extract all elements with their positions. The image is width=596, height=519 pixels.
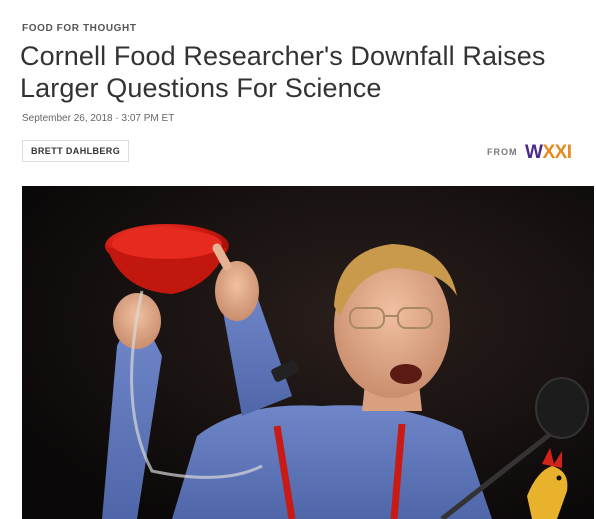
photo-image: [22, 186, 594, 519]
section-slug[interactable]: FOOD FOR THOUGHT: [22, 23, 137, 34]
author-byline-button[interactable]: BRETT DAHLBERG: [22, 140, 129, 162]
article-headline: Cornell Food Researcher's Downfall Raises Larger Questions For Science: [20, 41, 546, 103]
from-label: FROM: [487, 147, 518, 157]
station-logo[interactable]: [525, 143, 572, 163]
article-dateline: September 26, 2018 · 3:07 PM ET: [22, 113, 175, 124]
article-photo: [22, 186, 594, 519]
station-logo-w: W: [525, 142, 543, 163]
station-logo-xxi: XXI: [542, 142, 572, 163]
